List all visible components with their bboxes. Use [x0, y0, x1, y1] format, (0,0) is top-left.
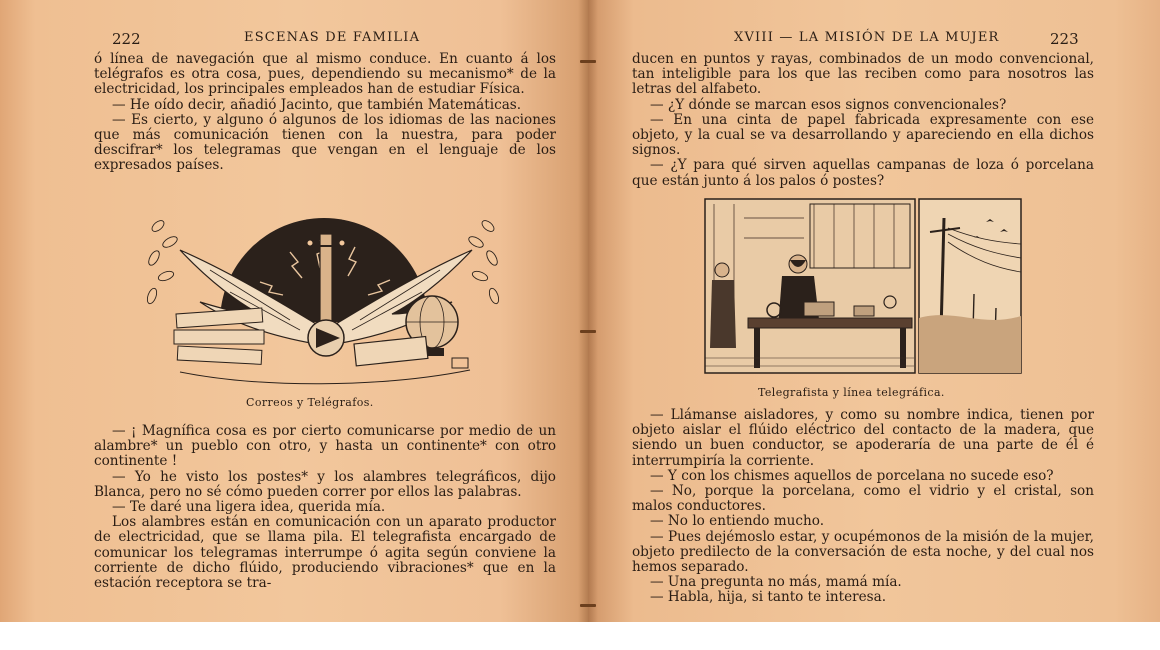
paragraph: — Es cierto, y alguno ó algunos de los idiomas de las naciones que más comunicación tienen con la nuestra, para poder descifrar* los telegramas que vengan en el lenguaje de los expresados países. — [94, 111, 556, 174]
right-figure-caption: Telegrafista y línea telegráfica. — [758, 386, 945, 399]
paragraph: — Una pregunta no más, mamá mía. — [650, 574, 902, 591]
paragraph: — Habla, hija, si tanto te interesa. — [650, 589, 887, 606]
paragraph: — Y con los chismes aquellos de porcelana no sucede eso? — [650, 467, 1054, 484]
right-bottom-text — [632, 408, 1094, 606]
paragraph: Los alambres están en comunicación con un aparato productor de electricidad, que se llama pila. El telegrafista encargado de comunicar los telegramas interrumpe ó agita según conviene la corriente de dicho flúido, produciendo vibraciones* que en la estación receptora se tra- — [94, 514, 556, 592]
left-top-text — [94, 52, 556, 174]
right-top-text — [632, 52, 1094, 189]
paragraph: — No, porque la porcelana, como el vidrio y el cristal, son malos conductores. — [632, 483, 1094, 515]
binding-stitch — [580, 604, 596, 607]
paragraph: — Pues dejémoslo estar, y ocupémonos de la misión de la mujer, objeto predilecto de la conversación de esta noche, y del cual nos hemos separado. — [632, 528, 1094, 576]
paragraph: — Yo he visto los postes* y los alambres telegráficos, dijo Blanca, pero no sé cómo pueden correr por ellos las palabras. — [94, 468, 556, 500]
book-gutter — [578, 0, 598, 650]
correos-telegrafos-illustration — [140, 212, 505, 390]
paragraph: — He oído decir, añadió Jacinto, que también Matemáticas. — [112, 96, 522, 113]
binding-stitch — [580, 330, 596, 333]
scan-margin — [0, 622, 1160, 650]
right-running-head: XVIII — LA MISIÓN DE LA MUJER — [734, 30, 1000, 45]
binding-stitch — [580, 60, 596, 63]
paragraph: — En una cinta de papel fabricada expresamente con ese objeto, y la cual se va desarrollando y apareciendo en ella dichos signos. — [632, 111, 1094, 159]
left-running-head: ESCENAS DE FAMILIA — [244, 30, 421, 45]
left-bottom-text — [94, 424, 556, 591]
left-figure-caption: Correos y Telégrafos. — [246, 396, 374, 409]
paragraph: — ¿Y para qué sirven aquellas campanas de loza ó porcelana que están junto á los palos ó postes? — [632, 157, 1094, 189]
right-page-number: 223 — [1050, 30, 1079, 48]
paragraph: ó línea de navegación que al mismo conduce. En cuanto á los telégrafos es otra cosa, pues, dependiendo su mecanismo* de la electricidad, los principales empleados han de estudiar Física. — [94, 51, 556, 98]
paragraph: — ¡ Magnífica cosa es por cierto comunicarse por medio de un alambre* un pueblo con otro, y hasta un continente* con otro continente ! — [94, 423, 556, 470]
left-page-number: 222 — [112, 30, 141, 48]
paragraph: ducen en puntos y rayas, combinados de un modo convencional, tan inteligible para los que las reciben como para nosotros las letras del alfabeto. — [632, 51, 1094, 98]
telegrafista-illustration — [704, 198, 1022, 376]
paragraph: — No lo entiendo mucho. — [650, 513, 825, 530]
right-page — [588, 0, 1160, 650]
paragraph: — Llámanse aisladores, y como su nombre indica, tienen por objeto aislar el flúido eléctrico del contacto de la madera, que siendo un buen conductor, se apoderaría de una parte de él é interrumpiría la corriente. — [632, 407, 1094, 469]
paragraph: — Te daré una ligera idea, querida mía. — [112, 499, 386, 516]
paragraph: — ¿Y dónde se marcan esos signos convencionales? — [650, 96, 1007, 113]
